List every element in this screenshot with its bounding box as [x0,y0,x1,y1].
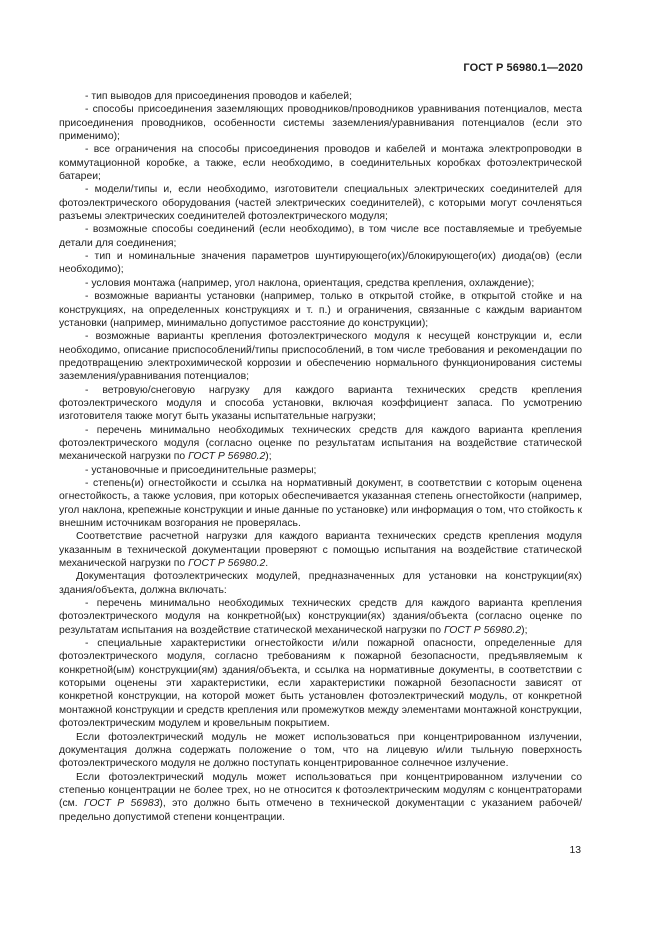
paragraph [59,771,582,824]
paragraph-text: - тип выводов для присоединения проводов и кабелей; [85,91,352,102]
standard-reference: ГОСТ Р 56980.2 [188,558,266,570]
paragraph [59,250,582,277]
paragraph [59,223,582,250]
paragraph-text: Соответствие расчетной нагрузки для каждого варианта технических средств крепления модуля указанным в технической документации проверяют с помощью испытания на воздействие статической механической нагрузки по [59,531,582,570]
paragraph [59,477,582,530]
paragraph [59,290,582,330]
paragraph [59,424,582,464]
paragraph-text-tail: ); [265,451,272,463]
paragraph-text: Документация фотоэлектрических модулей, предназначенных для установки на конструкции(ях) здания/объекта, должна включать: [59,571,582,596]
standard-reference: ГОСТ Р 56980.2 [188,451,266,463]
paragraph-text: - все ограничения на способы присоединения проводов и кабелей и монтажа электропроводки в коммутационной коробке, а также, если необходимо, в соединительных коробках фотоэлектрической батареи; [59,144,582,183]
paragraph [59,464,582,477]
paragraph [59,384,582,424]
paragraph-text: - перечень минимально необходимых технических средств для каждого варианта крепления фотоэлектрического модуля (согласно оценке по результатам испытания на воздействие статической механической нагрузки по [59,424,582,463]
paragraph-text: - специальные характеристики огнестойкости и/или пожарной опасности, определенные для фотоэлектрического модуля, согласно требованиям к пожарной безопасности, предъявляемым к конкретной(ым) конструкции(ям) здания/объекта, и ссылка на нормативные документы, в соответствии с которыми оценены эти характеристики, если характеристики пожарной безопасности зависят от конкретной конструкции, на которой может быть установлен фотоэлектрический модуль, от конкретной монтажной конструкции и средств крепления или промежутков между элементами монтажной конструкции, фотоэлектрическим модулем и кровельным покрытием. [59,638,582,730]
paragraph-text: Если фотоэлектрический модуль не может использоваться при концентрированном излучении, документация должна содержать положение о том, что на лицевую и/или тыльную поверхность фотоэлектрического модуля не должно поступать концентрированное солнечное излучение. [59,731,582,770]
paragraph-text-tail: . [265,558,269,570]
paragraph-text: - возможные варианты крепления фотоэлектрического модуля к несущей конструкции и, если необходимо, описание приспособлений/типы приспособлений, в том числе требования и рекомендации по предотвращению электрохимической коррозии и обеспечению нормального функционирования системы заземления/уравнивания потенциалов; [59,331,582,383]
paragraph [59,90,582,103]
paragraph [59,637,582,730]
paragraph-text: - возможные способы соединений (если необходимо), в том числе все поставляемые и требуемые детали для соединения; [59,224,582,249]
paragraph-text: Если фотоэлектрический модуль может использоваться при концентрированном излучении со степенью концентрации не более трех, но не относится к фотоэлектрическим модулям с концентраторами (см. [59,771,582,810]
paragraph-text: - способы присоединения заземляющих проводников/проводников уравнивания потенциалов, места присоединения проводников, особенности системы заземления/уравнивания потенциалов (если это применимо); [59,104,582,143]
paragraph-text: - условия монтажа (например, угол наклона, ориентация, средства крепления, охлаждение); [85,277,535,289]
paragraph-text-tail: ); [521,624,528,636]
paragraph-text: - тип и номинальные значения параметров шунтирующего(их)/блокирующего(их) диода(ов) (если необходимо); [59,251,582,276]
paragraph [59,530,582,570]
paragraph-text: - модели/типы и, если необходимо, изготовители специальных электрических соединителей для фотоэлектрического оборудования (частей электрических соединителей), с которыми могут сочленяться разъемы электрических соединителей фотоэлектрического модуля; [59,184,582,223]
standard-reference: ГОСТ Р 56980.2 [443,624,522,636]
paragraph [59,570,582,597]
page-number: 13 [569,845,581,856]
paragraph [59,183,582,223]
document-body [59,90,582,824]
paragraph [59,277,582,290]
paragraph [59,330,582,383]
paragraph [59,731,582,771]
page-header: ГОСТ Р 56980.1—2020 [463,62,583,74]
paragraph-text: - перечень минимально необходимых технических средств для каждого варианта крепления фотоэлектрического модуля на конкретной(ых) конструкции(ях) здания/объекта (согласно оценке по результатам испытания на воздействие статической механической нагрузки по [59,598,582,636]
paragraph [59,103,582,143]
paragraph-text: - возможные варианты установки (например, только в открытой стойке, в открытой стойке и на конструкциях, на определенных конструкциях и т. п.) и ограничения, связанные с каждым вариантом установки (например, минимально допустимое расстояние до конструкции); [59,291,582,329]
paragraph [59,143,582,183]
standard-reference: ГОСТ Р 56983 [84,798,160,810]
paragraph-text: - ветровую/снеговую нагрузку для каждого варианта технических средств крепления фотоэлектрического модуля и способа установки, включая коэффициент запаса. По усмотрению изготовителя также могут быть указаны испытательные нагрузки; [59,384,582,423]
paragraph-text: - степень(и) огнестойкости и ссылка на нормативный документ, в соответствии с которым оценена огнестойкость, а также условия, при которых обеспечивается указанная степень огнестойкости (например, угол наклона, крепежные конструкции и иные данные по установке) или информация о том, что стойкость к внешним источникам возгорания не проверялась. [59,477,582,529]
paragraph [59,597,582,637]
paragraph-text-tail: ), это должно быть отмечено в технической документации с указанием рабочей/предельно допустимой степени концентрации. [59,798,582,823]
paragraph-text: - установочные и присоединительные размеры; [85,464,317,476]
